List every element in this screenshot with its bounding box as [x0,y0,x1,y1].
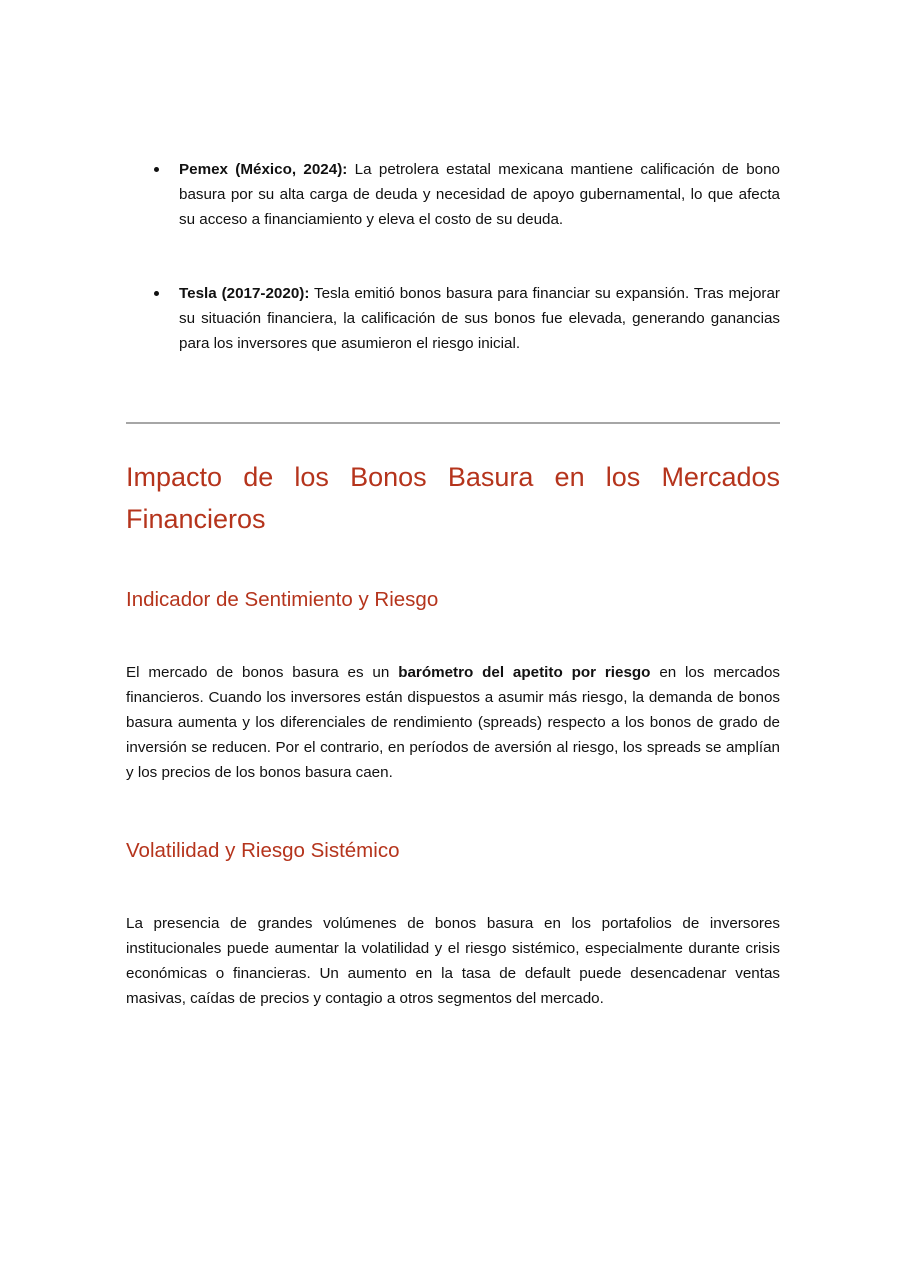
paragraph-text: El mercado de bonos basura es un [126,664,399,681]
paragraph-text: en los mercados financieros. Cuando los inversores están dispuestos a asumir más riesgo, la demanda de bonos basura aumenta y los diferenciales de rendimiento (spreads) respecto a los bonos de grado de inversión se reducen. Por el contrario, en períodos de aversión al riesgo, los spreads se amplían y los precios de los bonos basura caen. [126,664,781,781]
subsection-title-volatility: Volatilidad y Riesgo Sistémico [126,839,400,862]
paragraph-sentiment [126,660,780,785]
section-divider [126,422,780,424]
list-item [126,157,780,232]
list-item-lead: Tesla (2017-2020): [179,285,310,302]
list-item [126,281,780,356]
list-item-text: La petrolera estatal mexicana mantiene calificación de bono basura por su alta carga de deuda y necesidad de apoyo gubernamental, lo que afecta su acceso a financiamiento y eleva el costo de su deuda. [179,161,780,228]
subsection-title-sentiment: Indicador de Sentimiento y Riesgo [126,588,439,611]
bullet-icon [154,291,159,296]
paragraph-emphasis: barómetro del apetito por riesgo [398,664,651,681]
list-item-lead: Pemex (México, 2024): [179,161,348,178]
bullet-icon [154,167,159,172]
section-title: Impacto de los Bonos Basura en los Mercados Financieros [126,462,780,534]
example-list [126,157,780,356]
paragraph-volatility: La presencia de grandes volúmenes de bonos basura en los portafolios de inversores institucionales puede aumentar la volatilidad y el riesgo sistémico, especialmente durante crisis económicas o financieras. Un aumento en la tasa de default puede desencadenar ventas masivas, caídas de precios y contagio a otros segmentos del mercado. [126,915,780,1007]
list-item-text: Tesla emitió bonos basura para financiar su expansión. Tras mejorar su situación financiera, la calificación de sus bonos fue elevada, generando ganancias para los inversores que asumieron el riesgo inicial. [179,285,780,352]
